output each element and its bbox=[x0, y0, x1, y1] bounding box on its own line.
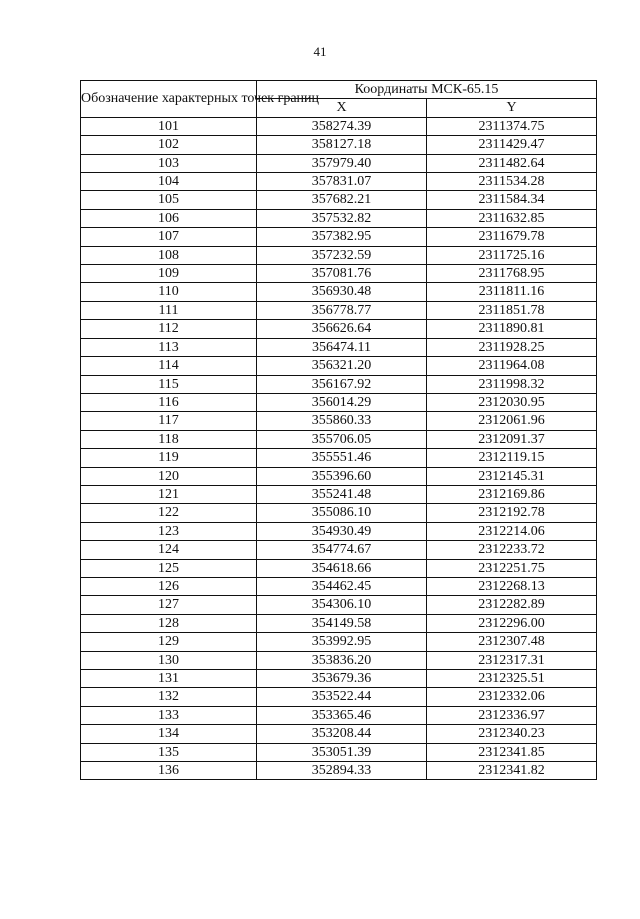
point-cell: 121 bbox=[81, 485, 257, 503]
point-cell: 106 bbox=[81, 209, 257, 227]
x-coordinate-cell: 357081.76 bbox=[257, 265, 427, 283]
table-row bbox=[81, 541, 597, 559]
point-cell: 130 bbox=[81, 651, 257, 669]
table-row bbox=[81, 209, 597, 227]
x-coordinate-cell: 355860.33 bbox=[257, 412, 427, 430]
x-coordinate-cell: 353836.20 bbox=[257, 651, 427, 669]
point-cell: 128 bbox=[81, 614, 257, 632]
point-cell: 117 bbox=[81, 412, 257, 430]
y-coordinate-cell: 2312061.96 bbox=[427, 412, 597, 430]
table-row bbox=[81, 117, 597, 135]
x-coordinate-cell: 355396.60 bbox=[257, 467, 427, 485]
x-coordinate-cell: 354930.49 bbox=[257, 522, 427, 540]
x-coordinate-cell: 354462.45 bbox=[257, 577, 427, 595]
x-coordinate-cell: 357532.82 bbox=[257, 209, 427, 227]
point-cell: 131 bbox=[81, 670, 257, 688]
point-cell: 111 bbox=[81, 301, 257, 319]
table-row bbox=[81, 301, 597, 319]
point-cell: 129 bbox=[81, 633, 257, 651]
y-coordinate-cell: 2312296.00 bbox=[427, 614, 597, 632]
table-row bbox=[81, 633, 597, 651]
coordinates-table bbox=[80, 80, 597, 780]
table-row bbox=[81, 173, 597, 191]
table-row bbox=[81, 743, 597, 761]
table-row bbox=[81, 375, 597, 393]
table-row bbox=[81, 762, 597, 780]
point-cell: 112 bbox=[81, 320, 257, 338]
y-coordinate-cell: 2312317.31 bbox=[427, 651, 597, 669]
x-coordinate-cell: 357232.59 bbox=[257, 246, 427, 264]
y-coordinate-cell: 2311632.85 bbox=[427, 209, 597, 227]
table-row bbox=[81, 596, 597, 614]
x-coordinate-cell: 356474.11 bbox=[257, 338, 427, 356]
x-coordinate-cell: 356014.29 bbox=[257, 393, 427, 411]
table-row bbox=[81, 725, 597, 743]
table-header bbox=[81, 81, 597, 118]
x-column-header: X bbox=[257, 99, 427, 117]
point-cell: 103 bbox=[81, 154, 257, 172]
point-cell: 115 bbox=[81, 375, 257, 393]
point-cell: 104 bbox=[81, 173, 257, 191]
point-cell: 118 bbox=[81, 430, 257, 448]
y-coordinate-cell: 2311768.95 bbox=[427, 265, 597, 283]
x-coordinate-cell: 356930.48 bbox=[257, 283, 427, 301]
point-cell: 108 bbox=[81, 246, 257, 264]
y-coordinate-cell: 2312233.72 bbox=[427, 541, 597, 559]
table-row bbox=[81, 265, 597, 283]
y-coordinate-cell: 2312251.75 bbox=[427, 559, 597, 577]
point-cell: 133 bbox=[81, 706, 257, 724]
table-row bbox=[81, 393, 597, 411]
y-coordinate-cell: 2312332.06 bbox=[427, 688, 597, 706]
point-cell: 102 bbox=[81, 136, 257, 154]
point-cell: 110 bbox=[81, 283, 257, 301]
x-coordinate-cell: 357682.21 bbox=[257, 191, 427, 209]
y-coordinate-cell: 2311964.08 bbox=[427, 357, 597, 375]
x-coordinate-cell: 354149.58 bbox=[257, 614, 427, 632]
table-row bbox=[81, 338, 597, 356]
point-cell: 107 bbox=[81, 228, 257, 246]
point-cell: 136 bbox=[81, 762, 257, 780]
y-coordinate-cell: 2312030.95 bbox=[427, 393, 597, 411]
y-coordinate-cell: 2312336.97 bbox=[427, 706, 597, 724]
x-coordinate-cell: 353522.44 bbox=[257, 688, 427, 706]
y-coordinate-cell: 2312282.89 bbox=[427, 596, 597, 614]
point-cell: 122 bbox=[81, 504, 257, 522]
table-row bbox=[81, 191, 597, 209]
x-coordinate-cell: 353992.95 bbox=[257, 633, 427, 651]
y-column-header: Y bbox=[427, 99, 597, 117]
y-coordinate-cell: 2311725.16 bbox=[427, 246, 597, 264]
x-coordinate-cell: 356321.20 bbox=[257, 357, 427, 375]
x-coordinate-cell: 354774.67 bbox=[257, 541, 427, 559]
y-coordinate-cell: 2311374.75 bbox=[427, 117, 597, 135]
y-coordinate-cell: 2312341.82 bbox=[427, 762, 597, 780]
x-coordinate-cell: 353208.44 bbox=[257, 725, 427, 743]
y-coordinate-cell: 2311851.78 bbox=[427, 301, 597, 319]
point-cell: 113 bbox=[81, 338, 257, 356]
y-coordinate-cell: 2311928.25 bbox=[427, 338, 597, 356]
x-coordinate-cell: 358127.18 bbox=[257, 136, 427, 154]
x-coordinate-cell: 352894.33 bbox=[257, 762, 427, 780]
point-cell: 120 bbox=[81, 467, 257, 485]
y-coordinate-cell: 2312341.85 bbox=[427, 743, 597, 761]
table-row bbox=[81, 136, 597, 154]
y-coordinate-cell: 2312192.78 bbox=[427, 504, 597, 522]
point-cell: 134 bbox=[81, 725, 257, 743]
table-row bbox=[81, 154, 597, 172]
table-row bbox=[81, 246, 597, 264]
x-coordinate-cell: 353365.46 bbox=[257, 706, 427, 724]
y-coordinate-cell: 2312169.86 bbox=[427, 485, 597, 503]
point-cell: 109 bbox=[81, 265, 257, 283]
point-cell: 124 bbox=[81, 541, 257, 559]
point-cell: 101 bbox=[81, 117, 257, 135]
point-cell: 105 bbox=[81, 191, 257, 209]
y-coordinate-cell: 2311811.16 bbox=[427, 283, 597, 301]
x-coordinate-cell: 358274.39 bbox=[257, 117, 427, 135]
y-coordinate-cell: 2312325.51 bbox=[427, 670, 597, 688]
y-coordinate-cell: 2312091.37 bbox=[427, 430, 597, 448]
table-row bbox=[81, 449, 597, 467]
table-row bbox=[81, 228, 597, 246]
table-row bbox=[81, 283, 597, 301]
y-coordinate-cell: 2311429.47 bbox=[427, 136, 597, 154]
table-row bbox=[81, 522, 597, 540]
x-coordinate-cell: 353679.36 bbox=[257, 670, 427, 688]
table-row bbox=[81, 670, 597, 688]
table-row bbox=[81, 559, 597, 577]
point-cell: 116 bbox=[81, 393, 257, 411]
points-column-header: Обозначение характерных точек границ bbox=[81, 81, 257, 118]
y-coordinate-cell: 2312307.48 bbox=[427, 633, 597, 651]
table-row bbox=[81, 577, 597, 595]
table-row bbox=[81, 614, 597, 632]
y-coordinate-cell: 2311584.34 bbox=[427, 191, 597, 209]
table-row bbox=[81, 467, 597, 485]
x-coordinate-cell: 357979.40 bbox=[257, 154, 427, 172]
x-coordinate-cell: 356167.92 bbox=[257, 375, 427, 393]
point-cell: 123 bbox=[81, 522, 257, 540]
page-number: 41 bbox=[313, 44, 327, 59]
x-coordinate-cell: 356626.64 bbox=[257, 320, 427, 338]
table-body bbox=[81, 117, 597, 780]
table-row bbox=[81, 412, 597, 430]
x-coordinate-cell: 355706.05 bbox=[257, 430, 427, 448]
coordinate-system-header: Координаты МСК-65.15 bbox=[257, 81, 597, 99]
point-cell: 132 bbox=[81, 688, 257, 706]
point-cell: 127 bbox=[81, 596, 257, 614]
table-row bbox=[81, 651, 597, 669]
table-row bbox=[81, 430, 597, 448]
point-cell: 114 bbox=[81, 357, 257, 375]
x-coordinate-cell: 357831.07 bbox=[257, 173, 427, 191]
x-coordinate-cell: 355551.46 bbox=[257, 449, 427, 467]
x-coordinate-cell: 357382.95 bbox=[257, 228, 427, 246]
x-coordinate-cell: 353051.39 bbox=[257, 743, 427, 761]
table-row bbox=[81, 485, 597, 503]
table-row bbox=[81, 504, 597, 522]
x-coordinate-cell: 355241.48 bbox=[257, 485, 427, 503]
y-coordinate-cell: 2312214.06 bbox=[427, 522, 597, 540]
x-coordinate-cell: 354618.66 bbox=[257, 559, 427, 577]
point-cell: 135 bbox=[81, 743, 257, 761]
x-coordinate-cell: 354306.10 bbox=[257, 596, 427, 614]
y-coordinate-cell: 2312268.13 bbox=[427, 577, 597, 595]
point-cell: 125 bbox=[81, 559, 257, 577]
x-coordinate-cell: 355086.10 bbox=[257, 504, 427, 522]
y-coordinate-cell: 2311679.78 bbox=[427, 228, 597, 246]
y-coordinate-cell: 2311998.32 bbox=[427, 375, 597, 393]
point-cell: 119 bbox=[81, 449, 257, 467]
y-coordinate-cell: 2312145.31 bbox=[427, 467, 597, 485]
table-row bbox=[81, 320, 597, 338]
y-coordinate-cell: 2312340.23 bbox=[427, 725, 597, 743]
y-coordinate-cell: 2312119.15 bbox=[427, 449, 597, 467]
point-cell: 126 bbox=[81, 577, 257, 595]
table-row bbox=[81, 688, 597, 706]
table-row bbox=[81, 706, 597, 724]
table-row bbox=[81, 357, 597, 375]
y-coordinate-cell: 2311482.64 bbox=[427, 154, 597, 172]
x-coordinate-cell: 356778.77 bbox=[257, 301, 427, 319]
y-coordinate-cell: 2311890.81 bbox=[427, 320, 597, 338]
y-coordinate-cell: 2311534.28 bbox=[427, 173, 597, 191]
